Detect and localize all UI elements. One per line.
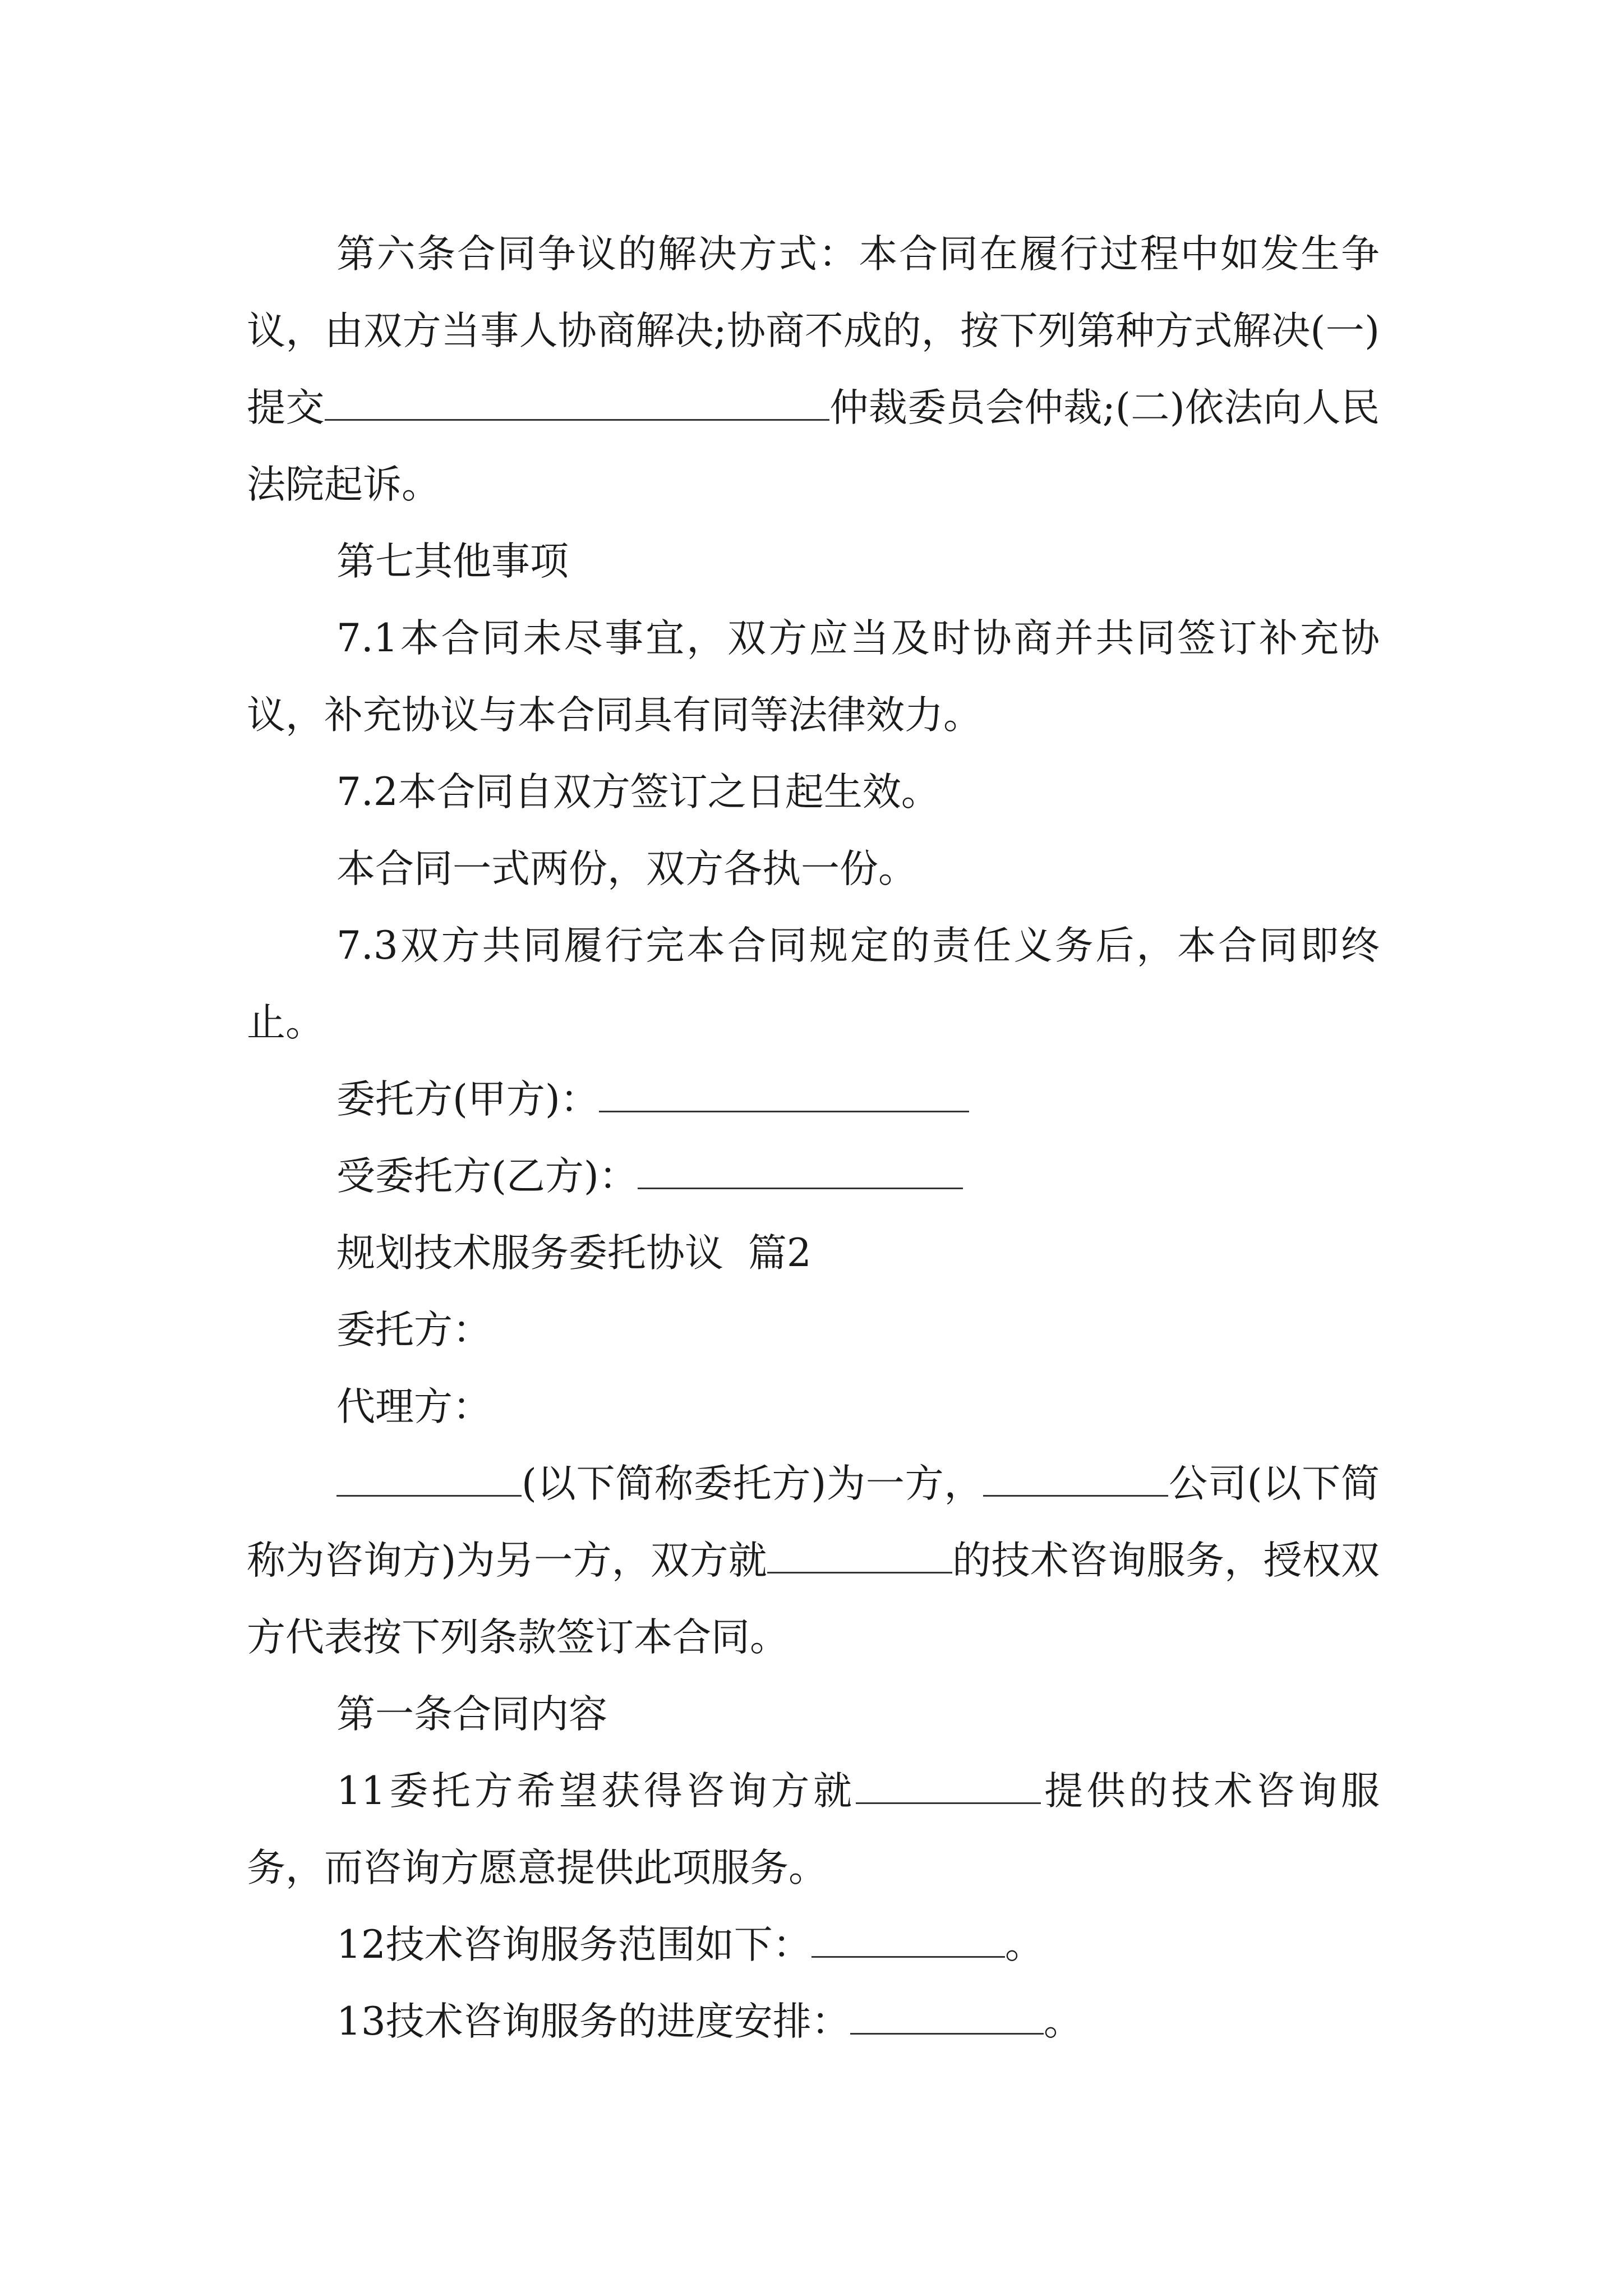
article-1-heading: 第一条合同内容 bbox=[336, 1692, 607, 1737]
item-11-text-continued: 提供的技术咨询服务，而咨询方愿意提供此项服务。 bbox=[247, 1769, 1380, 1890]
party-b-label: 受委托方(乙方)： bbox=[336, 1154, 638, 1199]
party-a-blank bbox=[599, 1077, 969, 1112]
item-11-paragraph bbox=[247, 1753, 1380, 1907]
company-name-blank bbox=[983, 1461, 1168, 1497]
party-b-signature-line bbox=[247, 1138, 1380, 1215]
client-name-blank bbox=[336, 1461, 522, 1497]
intro-text-3: 的技术咨询服务，授权双方代表按下列条款签订本合同。 bbox=[247, 1538, 1380, 1660]
project-name-blank bbox=[767, 1538, 952, 1573]
arbitration-commission-blank bbox=[325, 385, 829, 421]
document-page bbox=[247, 216, 1380, 2060]
intro-text-2: 公司(以下简称为咨询方)为另一方，双方就 bbox=[247, 1461, 1380, 1583]
section-2-title: 规划技术服务委托协议 篇2 bbox=[336, 1231, 811, 1276]
copies-paragraph: 本合同一式两份，双方各执一份。 bbox=[336, 846, 917, 891]
item-11-blank bbox=[856, 1769, 1041, 1804]
agent-label: 代理方： bbox=[336, 1384, 491, 1429]
item-13-text: 13技术咨询服务的进度安排： bbox=[336, 1999, 850, 2044]
item-12-blank bbox=[811, 1922, 1005, 1958]
article-6-paragraph bbox=[247, 216, 1380, 523]
item-13-blank bbox=[850, 1999, 1044, 2035]
article-6-text-continued: 仲裁委员会仲裁;(二)依法向人民法院起诉。 bbox=[247, 385, 1380, 507]
item-12-end: 。 bbox=[1004, 1922, 1044, 1967]
intro-paragraph bbox=[247, 1446, 1380, 1676]
article-6-text: 第六条合同争议的解决方式：本合同在履行过程中如发生争议，由双方当事人协商解决;协商不成的，按下列第种方式解决(一)提交 bbox=[247, 232, 1380, 430]
item-7-1-paragraph: 7.1本合同未尽事宜，双方应当及时协商并共同签订补充协议，补充协议与本合同具有同等法律效力。 bbox=[247, 616, 1380, 738]
party-a-signature-line bbox=[247, 1061, 1380, 1138]
intro-text-1: (以下简称委托方)为一方， bbox=[522, 1461, 984, 1506]
article-7-heading: 第七其他事项 bbox=[336, 539, 569, 584]
party-a-label: 委托方(甲方)： bbox=[336, 1077, 599, 1122]
client-label: 委托方： bbox=[336, 1308, 491, 1352]
party-b-blank bbox=[638, 1154, 963, 1189]
item-12-text: 12技术咨询服务范围如下： bbox=[336, 1922, 811, 1967]
item-7-2-paragraph: 7.2本合同自双方签订之日起生效。 bbox=[336, 770, 940, 815]
item-7-3-paragraph: 7.3双方共同履行完本合同规定的责任义务后，本合同即终止。 bbox=[247, 923, 1380, 1045]
item-13-end: 。 bbox=[1043, 1999, 1082, 2044]
item-12-paragraph bbox=[247, 1907, 1380, 1984]
item-11-text: 11委托方希望获得咨询方就 bbox=[336, 1769, 856, 1814]
item-13-paragraph bbox=[247, 1984, 1380, 2060]
